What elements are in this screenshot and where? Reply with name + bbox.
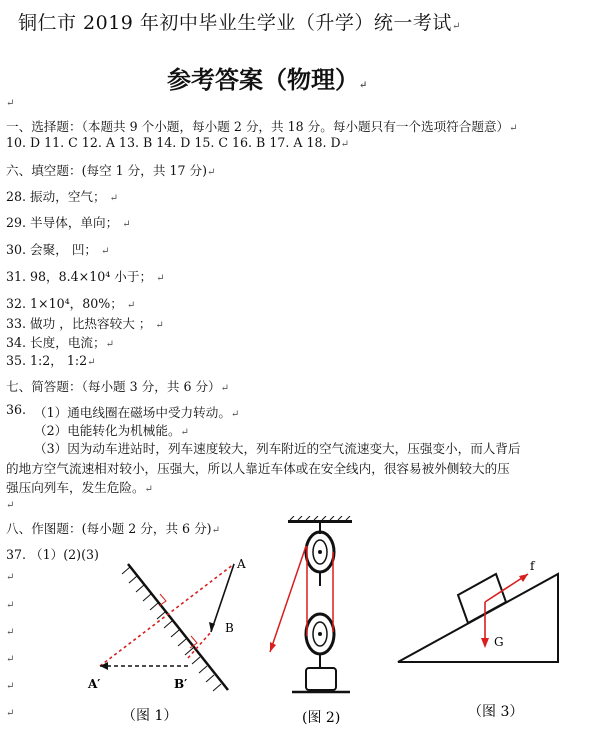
return-mark: ↵	[220, 383, 230, 394]
answer-q35-text: 35. 1:2， 1:2	[6, 353, 88, 368]
return-mark: ↵	[144, 484, 153, 495]
answer-q33	[6, 313, 164, 332]
section7-heading-text: 七、简答题：（每小题 3 分，共 6 分）	[6, 379, 221, 394]
return-mark: ↵	[340, 139, 349, 150]
return-mark: ↵	[105, 339, 114, 350]
answer-q36-part2-text: （2）电能转化为机械能。	[34, 423, 181, 438]
answer-q36-part1	[34, 402, 239, 421]
return-mark: ↵	[6, 500, 15, 511]
exam-title	[18, 8, 461, 35]
answer-q29-text: 29. 半导体，单向；	[6, 215, 119, 230]
answer-q32	[6, 293, 135, 312]
gravity-arrowhead	[481, 638, 489, 648]
fixed-pulley	[306, 532, 334, 572]
exam-title-text: 铜仁市 2019 年初中毕业生学业（升学）统一考试	[18, 12, 452, 34]
answer-key-title	[167, 60, 367, 95]
return-mark: ↵	[6, 572, 15, 583]
answer-q35	[6, 350, 96, 369]
answer-q36-part3-line1: （3）因为动车进站时，列车速度较大，列车附近的空气流速变大，压强变小，而人背后	[34, 441, 521, 456]
block	[458, 574, 506, 623]
return-mark: ↵	[211, 525, 220, 536]
answer-q30-text: 30. 会聚， 凹；	[6, 242, 98, 257]
ceiling	[288, 516, 352, 523]
answer-q29	[6, 212, 131, 231]
return-mark: ↵	[509, 123, 518, 134]
load-block	[306, 668, 336, 690]
answer-q32-text: 32. 1×10⁴，80%；	[6, 296, 123, 311]
return-mark: ↵	[126, 300, 136, 311]
return-mark: ↵	[6, 681, 15, 692]
answer-q28	[6, 186, 118, 205]
return-mark: ↵	[451, 21, 461, 32]
answer-q34	[6, 332, 114, 351]
figure2-caption: (图 2)	[302, 710, 341, 726]
return-mark: ↵	[87, 357, 96, 368]
return-mark: ↵	[122, 219, 131, 230]
figure3-caption: （图 3）	[468, 704, 524, 720]
label-G: G	[494, 635, 504, 649]
answer-key-title-text: 参考答案（物理）	[167, 65, 359, 94]
return-mark: ↵	[180, 427, 189, 438]
figure1-mirror-diagram	[70, 540, 270, 732]
section1-answers-text: 10. D 11. C 12. A 13. B 14. D 15. C 16. B 17. A 18. D	[6, 135, 341, 150]
section1-answers	[6, 135, 349, 150]
section6-heading-text: 六、填空题：(每空 1 分，共 17 分)	[6, 163, 208, 178]
label-B-prime: B′	[174, 677, 188, 691]
answer-q36-part1-text: （1）通电线圈在磁场中受力转动。	[34, 405, 231, 420]
return-mark: ↵	[6, 600, 15, 611]
return-mark: ↵	[6, 708, 15, 719]
section6-heading	[6, 160, 215, 179]
answer-q30	[6, 239, 109, 258]
answer-q36-number: 36.	[6, 402, 27, 417]
answer-q34-text: 34. 长度，电流；	[6, 335, 106, 350]
answer-q28-text: 28. 振动，空气；	[6, 189, 106, 204]
answer-q31-text: 31. 98，8.4×10⁴ 小于；	[6, 269, 153, 284]
section8-heading-text: 八、作图题：(每小题 2 分，共 6 分)	[6, 521, 212, 536]
return-mark: ↵	[359, 80, 368, 91]
answer-q37: 37. （1）(2)(3)	[6, 547, 99, 562]
figure2-pulley-diagram	[262, 516, 372, 732]
return-mark: ↵	[109, 193, 119, 204]
label-B: B	[225, 621, 234, 635]
image-arrowhead	[100, 662, 108, 670]
return-mark: ↵	[156, 273, 165, 284]
answer-q33-text: 33. 做功 ，比热容较大 ；	[6, 316, 152, 331]
figure1-caption: （图 1）	[122, 708, 178, 724]
answer-q36-part3-line3-text: 强压向列车，发生危险。	[6, 480, 145, 495]
return-mark: ↵	[230, 409, 240, 420]
return-mark: ↵	[207, 167, 216, 178]
answer-q36-part3-line2: 的地方空气流速相对较小，压强大，所以人靠近车体或在安全线内，很容易被外侧较大的压	[6, 461, 510, 476]
friction-arrowhead	[519, 574, 528, 582]
section1-heading	[6, 116, 518, 135]
return-mark: ↵	[155, 320, 164, 331]
return-mark: ↵	[6, 627, 15, 638]
pull-arrowhead	[270, 642, 276, 652]
figure3-incline-diagram	[390, 552, 570, 732]
section1-heading-text: 一、选择题：（本题共 9 个小题，每小题 2 分，共 18 分。每小题只有一个选项符合题意）	[6, 119, 510, 134]
answer-q31	[6, 266, 165, 285]
label-A: A	[237, 557, 246, 571]
return-mark: ↵	[6, 654, 15, 665]
label-f: f	[530, 559, 535, 573]
answer-q36-part3-line3	[6, 477, 153, 496]
return-mark: ↵	[6, 98, 15, 109]
answer-q36-part2	[34, 420, 189, 439]
section8-heading	[6, 518, 220, 537]
section7-heading	[6, 376, 229, 395]
symmetry-line-AA	[100, 564, 234, 666]
movable-pulley	[306, 614, 334, 654]
pull-rope	[270, 546, 306, 652]
label-A-prime: A′	[88, 677, 101, 691]
return-mark: ↵	[101, 246, 110, 257]
